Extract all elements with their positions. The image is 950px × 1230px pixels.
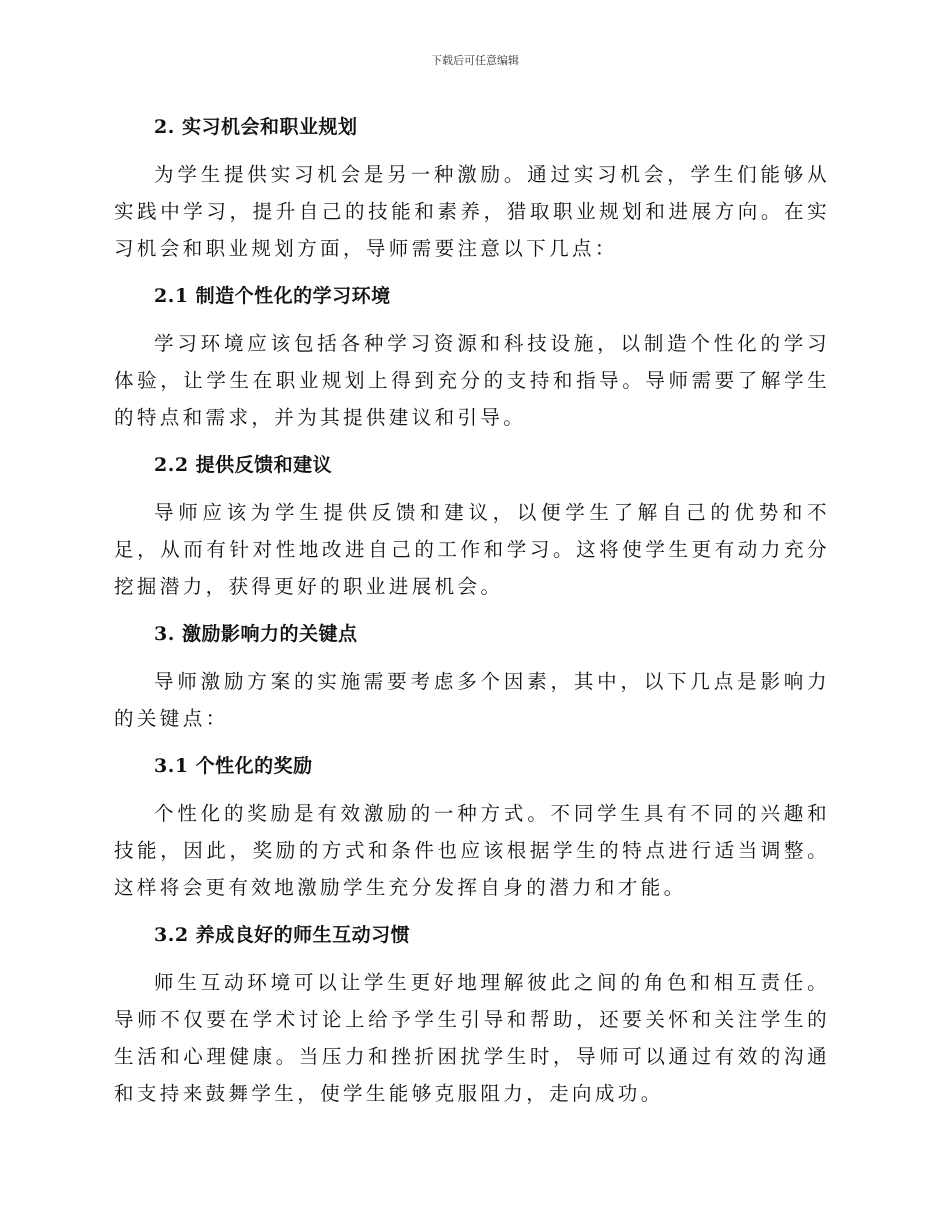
section-heading: 3.2 养成良好的师生互动习惯 — [154, 924, 411, 946]
section-heading: 2. 实习机会和职业规划 — [154, 116, 358, 138]
section-paragraph: 为学生提供实习机会是另一种激励。通过实习机会，学生们能够从实践中学习，提升自己的技能和素养，猎取职业规划和进展方向。在实习机会和职业规划方面，导师需要注意以下几点： — [114, 163, 830, 260]
section-paragraph: 导师应该为学生提供反馈和建议，以便学生了解自己的优势和不足，从而有针对性地改进自己的工作和学习。这将使学生更有动力充分挖掘潜力，获得更好的职业进展机会。 — [114, 501, 830, 598]
section-paragraph: 个性化的奖励是有效激励的一种方式。不同学生具有不同的兴趣和技能，因此，奖励的方式和条件也应该根据学生的特点进行适当调整。这样将会更有效地激励学生充分发挥自身的潜力和才能。 — [114, 802, 830, 899]
document-body — [114, 108, 830, 1112]
section-heading: 2.2 提供反馈和建议 — [154, 454, 333, 476]
page-header: 下载后可任意编辑 — [431, 54, 519, 67]
section-heading: 3.1 个性化的奖励 — [154, 755, 313, 777]
section-paragraph: 学习环境应该包括各种学习资源和科技设施，以制造个性化的学习体验，让学生在职业规划上得到充分的支持和指导。导师需要了解学生的特点和需求，并为其提供建议和引导。 — [114, 332, 830, 429]
section-paragraph: 师生互动环境可以让学生更好地理解彼此之间的角色和相互责任。导师不仅要在学术讨论上给予学生引导和帮助，还要关怀和关注学生的生活和心理健康。当压力和挫折困扰学生时，导师可以通过有效的沟通和支持来鼓舞学生，使学生能够克服阻力，走向成功。 — [114, 971, 830, 1105]
section-paragraph: 导师激励方案的实施需要考虑多个因素，其中，以下几点是影响力的关键点： — [114, 670, 830, 730]
section-heading: 3. 激励影响力的关键点 — [154, 623, 358, 645]
section-heading: 2.1 制造个性化的学习环境 — [154, 285, 391, 307]
